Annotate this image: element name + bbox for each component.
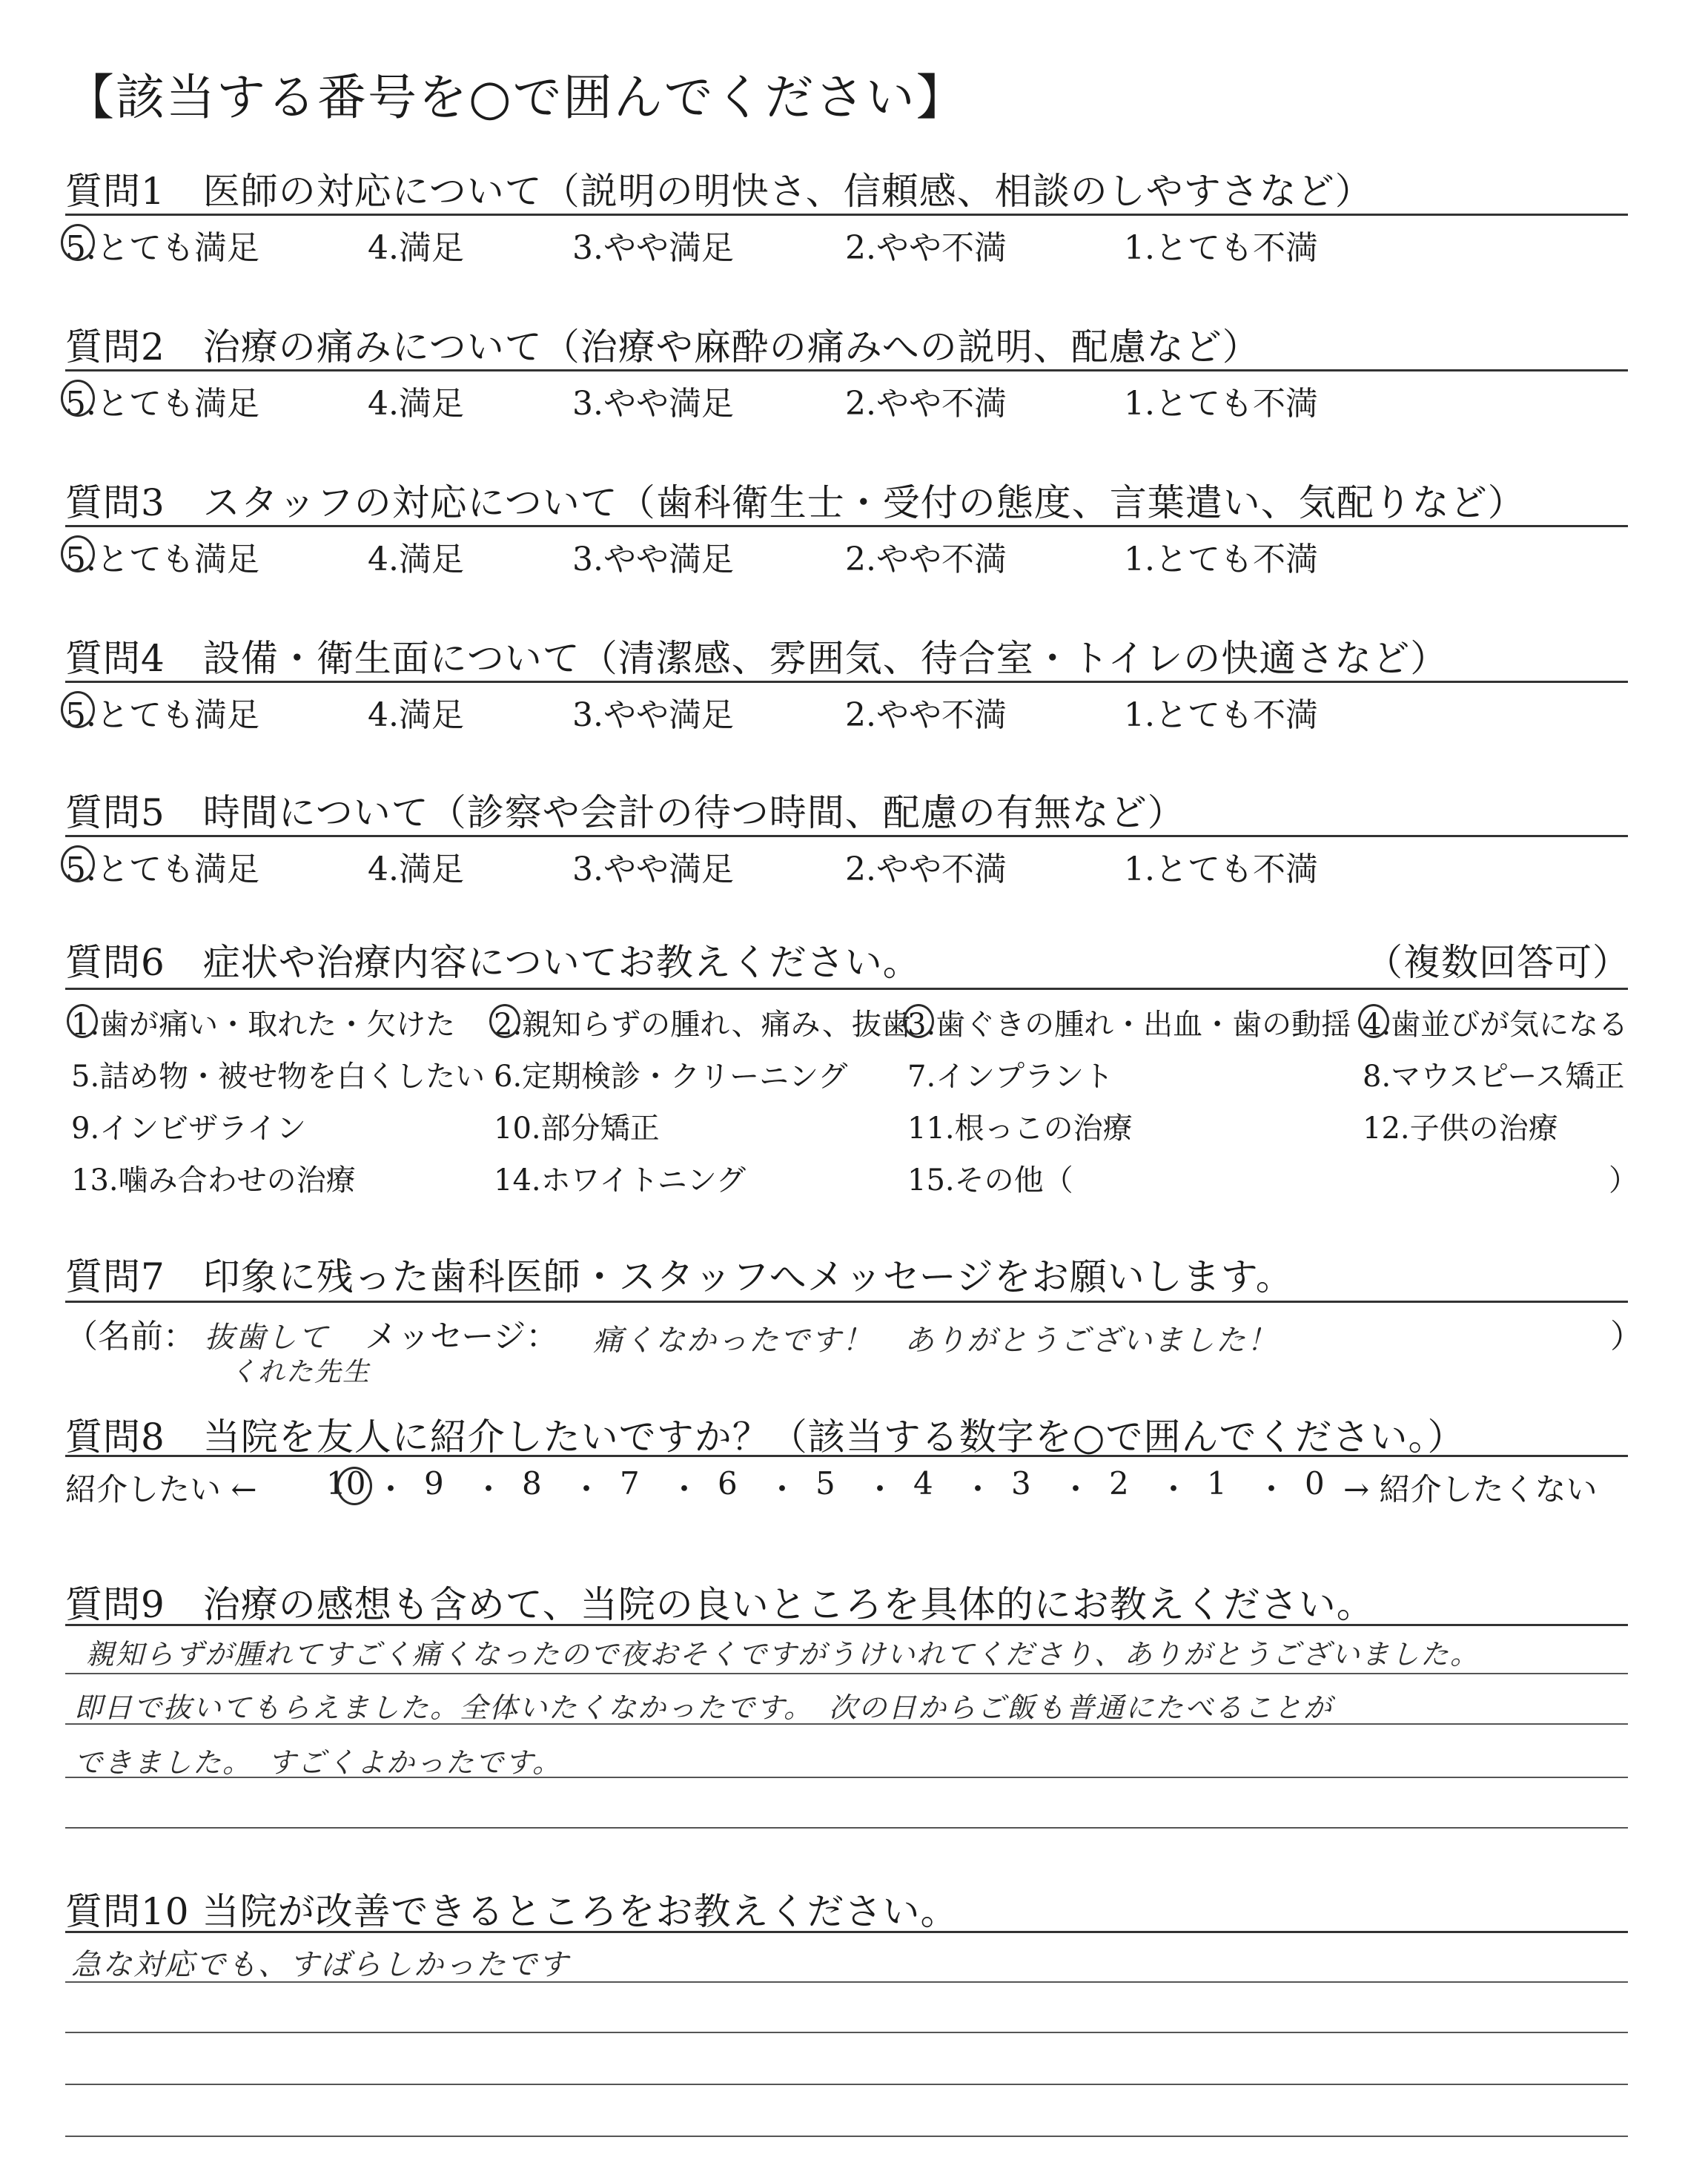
q8-scale-separator: ・ — [1256, 1471, 1288, 1507]
q8-scale-value[interactable]: 1 — [1207, 1465, 1227, 1502]
q7-title: 質問7 印象に残った歯科医師・スタッフへメッセージをお願いします。 — [65, 1255, 1294, 1298]
q3-title: 質問3 スタッフの対応について（歯科衛生士・受付の態度、言葉遣い、気配りなど） — [65, 481, 1526, 524]
q1-option-1[interactable]: 1.とても不満 — [1124, 229, 1318, 267]
q10-title: 質問10 当院が改善できるところをお教えください。 — [65, 1890, 959, 1933]
q7-name-label: （名前： — [65, 1318, 196, 1355]
q5-title: 質問5 時間について（診察や会計の待つ時間、配慮の有無など） — [65, 791, 1185, 834]
q3-option-4[interactable]: 4.満足 — [368, 541, 464, 578]
q6-option-12[interactable]: 12.子供の治療 — [1363, 1112, 1558, 1146]
q8-scale-value[interactable]: 7 — [620, 1465, 640, 1502]
q8-scale-value[interactable]: 0 — [1305, 1465, 1325, 1502]
q7-name-value-2: くれた先生 — [230, 1357, 371, 1387]
q9-title: 質問9 治療の感想も含めて、当院の良いところを具体的にお教えください。 — [65, 1583, 1374, 1626]
q9-line-3: できました。 すごくよかったです。 — [74, 1746, 562, 1779]
q2-option-5[interactable]: 5.とても満足 — [65, 385, 259, 423]
q2-rule — [65, 369, 1628, 371]
q9-line-rule — [65, 1673, 1628, 1674]
q3-rule — [65, 525, 1628, 527]
q5-option-2[interactable]: 2.やや不満 — [845, 851, 1007, 888]
q8-selected-circle — [337, 1467, 372, 1505]
q8-scale-separator: ・ — [375, 1471, 407, 1507]
q6-option-13[interactable]: 13.噛み合わせの治療 — [71, 1163, 356, 1198]
q4-option-4[interactable]: 4.満足 — [368, 696, 464, 734]
q6-selected-circle — [903, 1004, 934, 1038]
q8-right-label: → 紹介したくない — [1343, 1471, 1598, 1507]
q9-line-2: 即日で抜いてもらえました。全体いたくなかったです。 次の日からご飯も普通にたべることが — [74, 1691, 1333, 1724]
q1-option-5[interactable]: 5.とても満足 — [65, 229, 259, 267]
q8-scale-separator: ・ — [669, 1471, 701, 1507]
q7-rule — [65, 1301, 1628, 1303]
q8-scale-value[interactable]: 10 — [326, 1465, 366, 1502]
page-title: 【該当する番号を○で囲んでください】 — [65, 69, 967, 126]
q6-option-11[interactable]: 11.根っこの治療 — [907, 1112, 1133, 1146]
q6-option-3[interactable]: 3.歯ぐきの腫れ・出血・歯の動揺 — [907, 1008, 1351, 1042]
q8-scale-value[interactable]: 4 — [913, 1465, 933, 1502]
q8-scale-separator: ・ — [864, 1471, 896, 1507]
q6-option-10[interactable]: 10.部分矯正 — [494, 1112, 660, 1146]
q8-scale-separator: ・ — [473, 1471, 505, 1507]
q6-other-close-paren: ） — [1609, 1163, 1638, 1198]
q8-rule — [65, 1455, 1628, 1457]
q8-scale-separator: ・ — [962, 1471, 994, 1507]
q8-scale-value[interactable]: 2 — [1109, 1465, 1129, 1502]
q8-scale-separator: ・ — [571, 1471, 603, 1507]
q6-selected-circle — [489, 1004, 520, 1038]
q8-scale-value[interactable]: 9 — [424, 1465, 444, 1502]
q1-option-3[interactable]: 3.やや満足 — [572, 229, 734, 267]
q8-scale-separator: ・ — [767, 1471, 798, 1507]
q8-scale-value[interactable]: 3 — [1011, 1465, 1031, 1502]
q5-option-3[interactable]: 3.やや満足 — [572, 851, 734, 888]
q1-rule — [65, 214, 1628, 216]
q10-line-rule — [65, 1981, 1628, 1983]
q6-title: 質問6 症状や治療内容についてお教えください。 — [65, 941, 921, 984]
q3-selected-circle — [61, 535, 95, 572]
q2-option-4[interactable]: 4.満足 — [368, 385, 464, 423]
q10-line-rule — [65, 2084, 1628, 2085]
q3-option-3[interactable]: 3.やや満足 — [572, 541, 734, 578]
q2-selected-circle — [61, 380, 95, 417]
q9-rule — [65, 1624, 1628, 1626]
q4-option-5[interactable]: 5.とても満足 — [65, 696, 259, 734]
q5-selected-circle — [61, 845, 95, 882]
q6-option-6[interactable]: 6.定期検診・クリーニング — [494, 1060, 848, 1094]
q1-option-2[interactable]: 2.やや不満 — [845, 229, 1007, 267]
q2-option-1[interactable]: 1.とても不満 — [1124, 385, 1318, 423]
q5-option-5[interactable]: 5.とても満足 — [65, 851, 259, 888]
q2-option-3[interactable]: 3.やや満足 — [572, 385, 734, 423]
q8-scale-separator: ・ — [1060, 1471, 1092, 1507]
q6-option-1[interactable]: 1.歯が痛い・取れた・欠けた — [71, 1008, 456, 1042]
q6-option-4[interactable]: 4.歯並びが気になる — [1363, 1008, 1629, 1042]
q6-option-9[interactable]: 9.インビザライン — [71, 1112, 306, 1146]
q7-message-label: メッセージ： — [365, 1318, 559, 1355]
q6-selected-circle — [67, 1004, 98, 1038]
q3-option-1[interactable]: 1.とても不満 — [1124, 541, 1318, 578]
q4-rule — [65, 681, 1628, 683]
q8-scale-value[interactable]: 8 — [522, 1465, 542, 1502]
q2-title: 質問2 治療の痛みについて（治療や麻酔の痛みへの説明、配慮など） — [65, 326, 1260, 369]
q10-line-1: 急な対応でも、すばらしかったです — [71, 1948, 569, 1982]
q8-title: 質問8 当院を友人に紹介したいですか？（該当する数字を○で囲んでください。） — [65, 1416, 1466, 1459]
q6-option-14[interactable]: 14.ホワイトニング — [494, 1163, 747, 1198]
q6-option-5[interactable]: 5.詰め物・被せ物を白くしたい — [71, 1060, 486, 1094]
q8-scale-value[interactable]: 5 — [815, 1465, 835, 1502]
q1-option-4[interactable]: 4.満足 — [368, 229, 464, 267]
q1-selected-circle — [61, 224, 95, 261]
q6-option-15[interactable]: 15.その他（ — [907, 1163, 1073, 1198]
q10-rule — [65, 1931, 1628, 1933]
q4-selected-circle — [61, 691, 95, 728]
q7-close-paren: ） — [1610, 1318, 1643, 1355]
q9-line-rule — [65, 1827, 1628, 1829]
q9-line-rule — [65, 1723, 1628, 1725]
q6-selected-circle — [1358, 1004, 1389, 1038]
q4-option-2[interactable]: 2.やや不満 — [845, 696, 1007, 734]
q6-note: （複数回答可） — [1366, 941, 1630, 984]
q3-option-2[interactable]: 2.やや不満 — [845, 541, 1007, 578]
q8-scale-value[interactable]: 6 — [718, 1465, 738, 1502]
q4-option-1[interactable]: 1.とても不満 — [1124, 696, 1318, 734]
q6-rule — [65, 988, 1628, 990]
q3-option-5[interactable]: 5.とても満足 — [65, 541, 259, 578]
q5-rule — [65, 835, 1628, 837]
q5-option-4[interactable]: 4.満足 — [368, 851, 464, 888]
q7-message-value: 痛くなかったです！ ありがとうございました！ — [593, 1324, 1278, 1358]
q4-title: 質問4 設備・衛生面について（清潔感、雰囲気、待合室・トイレの快適さなど） — [65, 637, 1449, 680]
q1-title: 質問1 医師の対応について（説明の明快さ、信頼感、相談のしやすさなど） — [65, 170, 1373, 213]
q10-line-rule — [65, 2032, 1628, 2033]
q10-line-rule — [65, 2136, 1628, 2137]
q9-line-rule — [65, 1777, 1628, 1778]
q2-option-2[interactable]: 2.やや不満 — [845, 385, 1007, 423]
q6-option-2[interactable]: 2.親知らずの腫れ、痛み、抜歯 — [494, 1008, 911, 1042]
q9-line-1: 親知らずが腫れてすごく痛くなったので夜おそくですがうけいれてくださり、ありがとうございました。 — [86, 1638, 1480, 1671]
q7-name-value-1: 抜歯して — [205, 1321, 329, 1355]
q6-option-7[interactable]: 7.インプラント — [907, 1060, 1114, 1094]
q6-option-8[interactable]: 8.マウスピース矯正 — [1363, 1060, 1625, 1094]
q5-option-1[interactable]: 1.とても不満 — [1124, 851, 1318, 888]
q8-scale-separator: ・ — [1158, 1471, 1190, 1507]
q4-option-3[interactable]: 3.やや満足 — [572, 696, 734, 734]
q8-left-label: 紹介したい ← — [65, 1471, 257, 1507]
